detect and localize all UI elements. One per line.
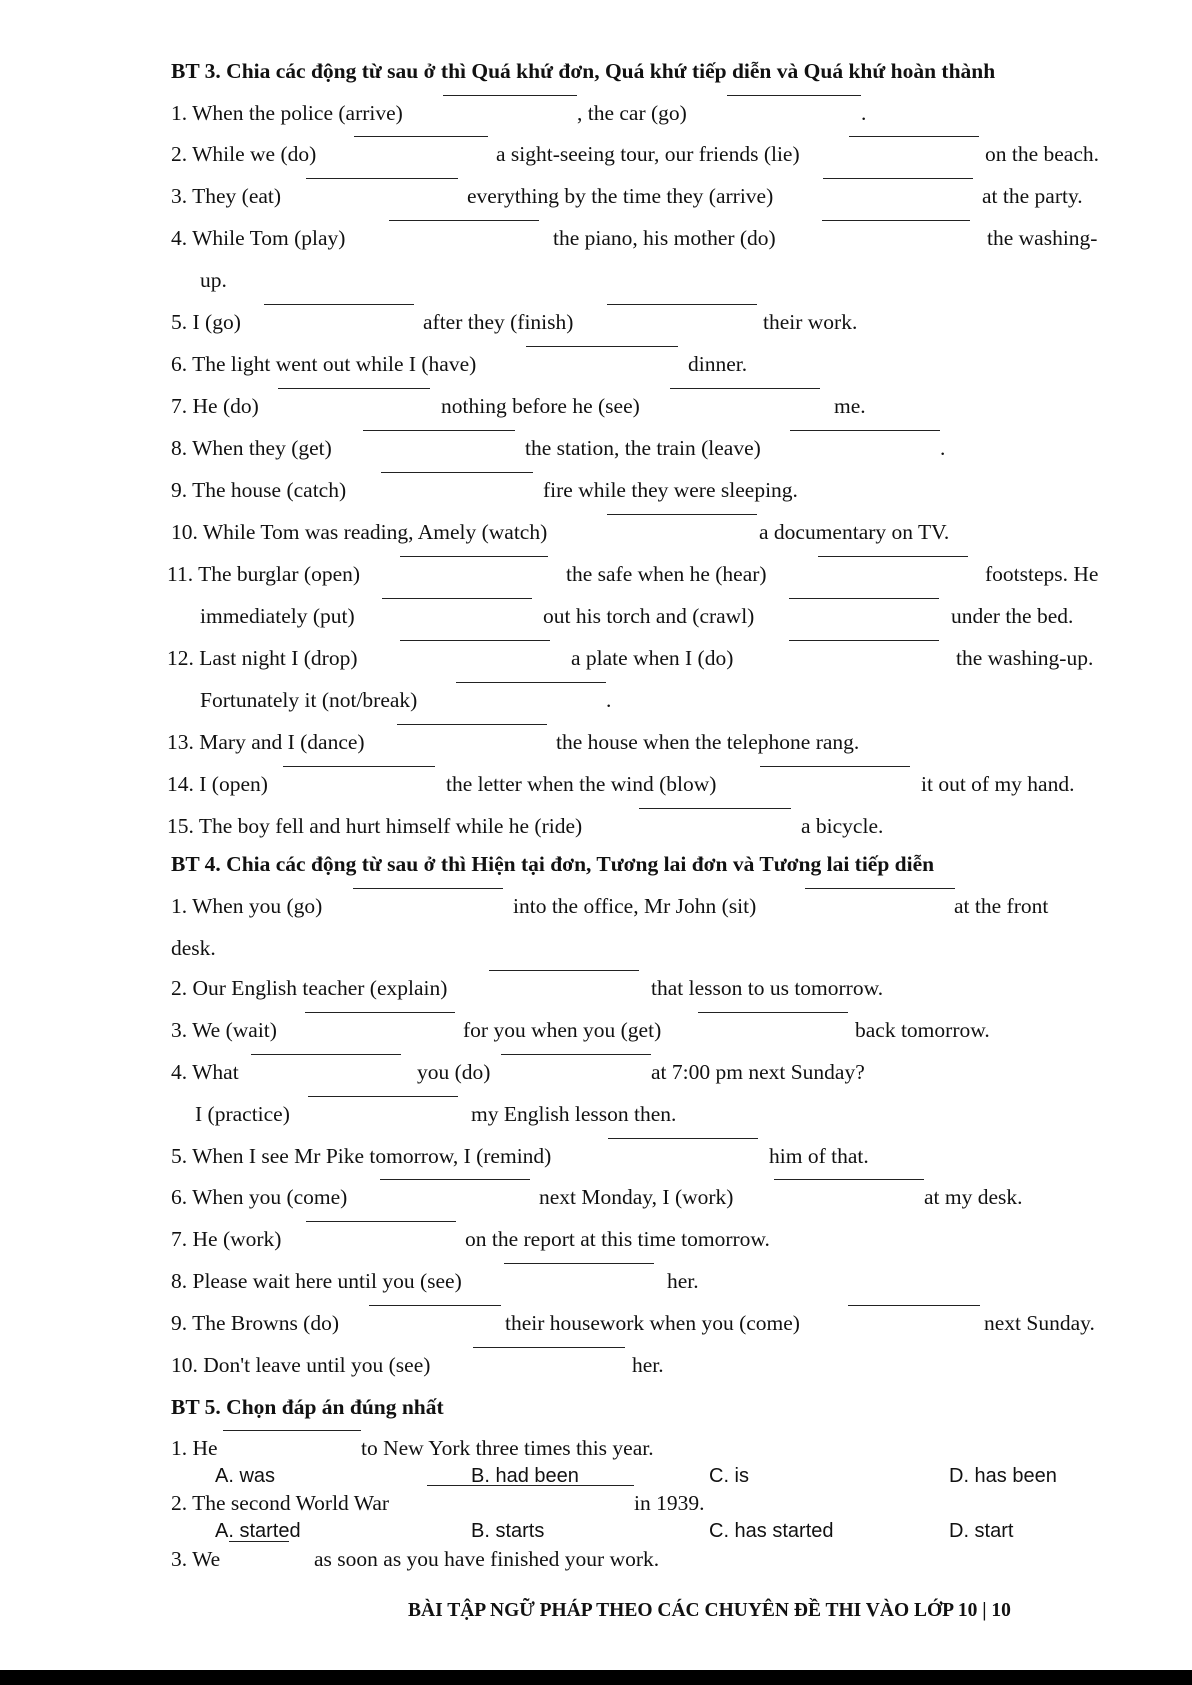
item-text: a bicycle.: [801, 814, 884, 838]
item-text: 1. When you (go): [171, 894, 323, 918]
item-text: 5. I (go): [171, 310, 241, 334]
item-text: it out of my hand.: [921, 772, 1075, 796]
answer-blank[interactable]: [848, 1305, 980, 1306]
answer-blank[interactable]: [489, 970, 639, 971]
answer-blank[interactable]: [223, 1430, 361, 1431]
item-text: 2. The second World War: [171, 1491, 390, 1515]
item-text: back tomorrow.: [855, 1018, 990, 1042]
answer-blank[interactable]: [443, 95, 577, 96]
bt5-q1-option-a[interactable]: A. was: [215, 1465, 276, 1487]
bt5-q2-option-c[interactable]: C. has started: [709, 1520, 834, 1542]
answer-blank[interactable]: [805, 888, 955, 889]
item-text: .: [940, 436, 946, 460]
bt3-title: BT 3. Chia các động từ sau ở thì Quá khứ đơn, Quá khứ tiếp diễn và Quá khứ hoàn thành: [171, 59, 996, 83]
answer-blank[interactable]: [822, 220, 970, 221]
item-text: at the party.: [982, 184, 1083, 208]
answer-blank[interactable]: [789, 640, 939, 641]
bt4-title: BT 4. Chia các động từ sau ở thì Hiện tại đơn, Tương lai đơn và Tương lai tiếp diễn: [171, 852, 935, 876]
item-text: fire while they were sleeping.: [543, 478, 798, 502]
item-text: next Sunday.: [984, 1311, 1095, 1335]
answer-blank[interactable]: [229, 1541, 289, 1542]
answer-blank[interactable]: [456, 682, 606, 683]
item-text: nothing before he (see): [441, 394, 640, 418]
item-text: a plate when I (do): [571, 646, 734, 670]
item-text: on the beach.: [985, 142, 1100, 166]
item-text: the piano, his mother (do): [553, 226, 776, 250]
answer-blank[interactable]: [790, 430, 940, 431]
answer-blank[interactable]: [278, 388, 430, 389]
answer-blank[interactable]: [308, 1096, 458, 1097]
answer-blank[interactable]: [639, 808, 791, 809]
answer-blank[interactable]: [698, 1012, 848, 1013]
answer-blank[interactable]: [774, 1179, 924, 1180]
answer-blank[interactable]: [501, 1054, 651, 1055]
item-text: 2. While we (do): [171, 142, 317, 166]
answer-blank[interactable]: [526, 346, 678, 347]
answer-blank[interactable]: [427, 1485, 634, 1486]
item-text: for you when you (get): [463, 1018, 662, 1042]
answer-blank[interactable]: [397, 724, 547, 725]
answer-blank[interactable]: [473, 1347, 625, 1348]
answer-blank[interactable]: [354, 136, 488, 137]
answer-blank[interactable]: [283, 766, 435, 767]
item-text: you (do): [417, 1060, 491, 1084]
item-text: under the bed.: [951, 604, 1074, 628]
item-text: next Monday, I (work): [539, 1185, 734, 1209]
item-text: footsteps. He: [985, 562, 1099, 586]
item-text: 3. We: [171, 1547, 221, 1571]
item-text: her.: [667, 1269, 699, 1293]
item-text: immediately (put): [200, 604, 355, 628]
item-text: him of that.: [769, 1144, 869, 1168]
answer-blank[interactable]: [607, 304, 757, 305]
answer-blank[interactable]: [789, 598, 939, 599]
item-text: 13. Mary and I (dance): [167, 730, 365, 754]
item-text: 6. The light went out while I (have): [171, 352, 477, 376]
bt5-q1-option-c[interactable]: C. is: [709, 1465, 749, 1487]
item-text: a sight-seeing tour, our friends (lie): [496, 142, 800, 166]
item-text: I (practice): [195, 1102, 290, 1126]
answer-blank[interactable]: [670, 388, 820, 389]
answer-blank[interactable]: [389, 220, 539, 221]
item-text: at the front: [954, 894, 1049, 918]
item-text: a documentary on TV.: [759, 520, 950, 544]
item-text: 9. The Browns (do): [171, 1311, 340, 1335]
answer-blank[interactable]: [363, 430, 515, 431]
answer-blank[interactable]: [305, 1012, 455, 1013]
item-text: as soon as you have finished your work.: [314, 1547, 660, 1571]
item-text: their work.: [763, 310, 858, 334]
item-text: 6. When you (come): [171, 1185, 348, 1209]
answer-blank[interactable]: [818, 556, 968, 557]
answer-blank[interactable]: [727, 95, 861, 96]
item-text: 12. Last night I (drop): [167, 646, 358, 670]
item-text: into the office, Mr John (sit): [513, 894, 757, 918]
item-text: 5. When I see Mr Pike tomorrow, I (remind): [171, 1144, 552, 1168]
item-text: 2. Our English teacher (explain): [171, 976, 448, 1000]
item-text: .: [606, 688, 612, 712]
item-text: 14. I (open): [167, 772, 268, 796]
item-text: the station, the train (leave): [525, 436, 761, 460]
answer-blank[interactable]: [264, 304, 414, 305]
answer-blank[interactable]: [608, 1138, 758, 1139]
item-text: the house when the telephone rang.: [556, 730, 860, 754]
item-text: 3. We (wait): [171, 1018, 277, 1042]
answer-blank[interactable]: [504, 1263, 654, 1264]
item-text: 4. What: [171, 1060, 239, 1084]
item-text: the letter when the wind (blow): [446, 772, 717, 796]
answer-blank[interactable]: [369, 1305, 501, 1306]
item-text: 10. While Tom was reading, Amely (watch): [171, 520, 548, 544]
bottom-border-bar: [0, 1670, 1192, 1685]
item-text: .: [861, 101, 867, 125]
item-text: me.: [834, 394, 866, 418]
item-text: after they (finish): [423, 310, 574, 334]
item-text: 4. While Tom (play): [171, 226, 346, 250]
item-text: in 1939.: [634, 1491, 705, 1515]
answer-blank[interactable]: [382, 598, 532, 599]
item-text: dinner.: [688, 352, 748, 376]
item-text: 3. They (eat): [171, 184, 282, 208]
answer-blank[interactable]: [400, 640, 550, 641]
item-text: 8. Please wait here until you (see): [171, 1269, 462, 1293]
bt4-item-1-cont: desk.: [171, 936, 216, 960]
item-text: 10. Don't leave until you (see): [171, 1353, 431, 1377]
answer-blank[interactable]: [823, 178, 973, 179]
item-text: the washing-: [987, 226, 1098, 250]
item-text: 9. The house (catch): [171, 478, 347, 502]
item-text: 7. He (do): [171, 394, 259, 418]
item-text: 11. The burglar (open): [167, 562, 361, 586]
item-text: the safe when he (hear): [566, 562, 767, 586]
answer-blank[interactable]: [607, 514, 757, 515]
item-text: on the report at this time tomorrow.: [465, 1227, 770, 1251]
item-text: 1. When the police (arrive): [171, 101, 403, 125]
item-text: 8. When they (get): [171, 436, 332, 460]
item-text: at my desk.: [924, 1185, 1023, 1209]
answer-blank[interactable]: [381, 472, 533, 473]
item-text: out his torch and (crawl): [543, 604, 755, 628]
answer-blank[interactable]: [306, 1221, 456, 1222]
answer-blank[interactable]: [849, 136, 979, 137]
bt5-q2-option-d[interactable]: D. start: [949, 1520, 1014, 1542]
bt5-q1-option-b[interactable]: B. had been: [471, 1465, 579, 1487]
answer-blank[interactable]: [400, 556, 548, 557]
answer-blank[interactable]: [251, 1054, 401, 1055]
item-text: at 7:00 pm next Sunday?: [651, 1060, 865, 1084]
answer-blank[interactable]: [306, 178, 458, 179]
answer-blank[interactable]: [380, 1179, 530, 1180]
answer-blank[interactable]: [353, 888, 503, 889]
item-text: to New York three times this year.: [361, 1436, 654, 1460]
page-footer: BÀI TẬP NGỮ PHÁP THEO CÁC CHUYÊN ĐỀ THI VÀO LỚP 10 | 10: [408, 1600, 1011, 1621]
item-text: their housework when you (come): [505, 1311, 800, 1335]
item-text: everything by the time they (arrive): [467, 184, 774, 208]
bt3-item-4-cont: up.: [200, 268, 227, 292]
bt5-q2-option-b[interactable]: B. starts: [471, 1520, 545, 1542]
answer-blank[interactable]: [760, 766, 910, 767]
item-text: 1. He: [171, 1436, 218, 1460]
item-text: 7. He (work): [171, 1227, 282, 1251]
item-text: that lesson to us tomorrow.: [651, 976, 884, 1000]
item-text: her.: [632, 1353, 664, 1377]
item-text: Fortunately it (not/break): [200, 688, 418, 712]
item-text: , the car (go): [577, 101, 687, 125]
bt5-title: BT 5. Chọn đáp án đúng nhất: [171, 1395, 444, 1419]
bt5-q2-option-a[interactable]: A. started: [215, 1520, 301, 1542]
item-text: the washing-up.: [956, 646, 1094, 670]
item-text: 15. The boy fell and hurt himself while he (ride): [167, 814, 583, 838]
item-text: my English lesson then.: [471, 1102, 677, 1126]
bt5-q1-option-d[interactable]: D. has been: [949, 1465, 1057, 1487]
